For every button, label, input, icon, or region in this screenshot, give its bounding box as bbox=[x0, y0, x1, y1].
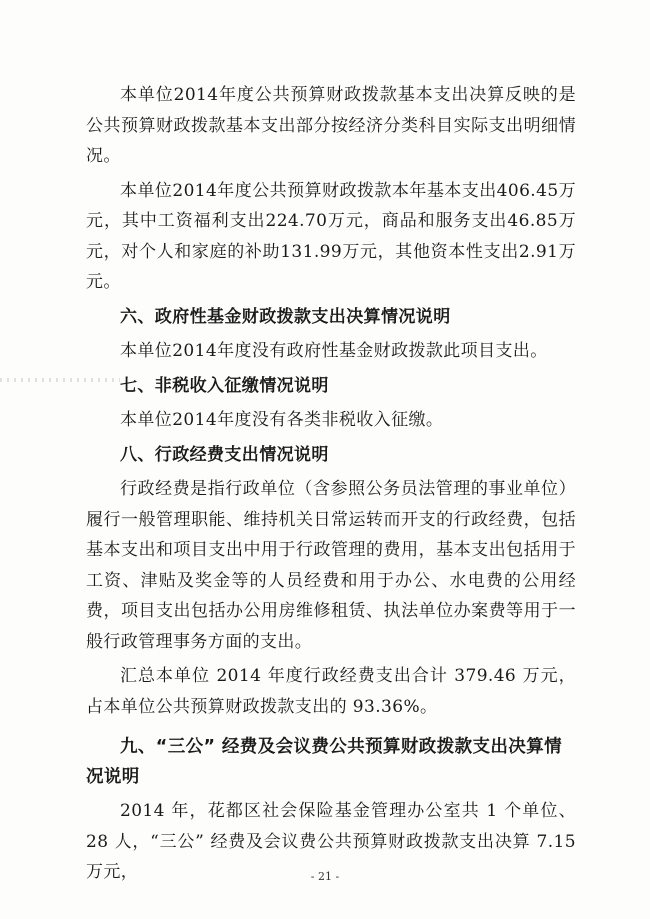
paragraph-basic-expenditure-detail: 本单位2014年度公共预算财政拨款本年基本支出406.45万元，其中工资福利支出224.70万元，商品和服务支出46.85万元，对个人和家庭的补助131.99万元，其他资本性支出2.91万元。 bbox=[86, 180, 576, 292]
paragraph-three-public-expenses: 2014 年，花都区社会保险基金管理办公室共 1 个单位、28 人，“三公” 经费及会议费公共预算财政拨款支出决算 7.15 万元， bbox=[86, 801, 576, 882]
heading-three-public-expenses: 九、“三公” 经费及会议费公共预算财政拨款支出决算情况说明 bbox=[86, 737, 562, 787]
paragraph-government-fund: 本单位2014年度没有政府性基金财政拨款此项目支出。 bbox=[120, 341, 548, 361]
paragraph-administrative-expenses-total: 汇总本单位 2014 年度行政经费支出合计 379.46 万元，占本单位公共预算财政拨款支出的 93.36%。 bbox=[86, 666, 576, 717]
heading-non-tax-revenue: 七、非税收入征缴情况说明 bbox=[120, 375, 329, 396]
heading-administrative-expenses: 八、行政经费支出情况说明 bbox=[120, 444, 329, 465]
document-body bbox=[86, 80, 576, 892]
paragraph-basic-expenditure-intro: 本单位2014年度公共预算财政拨款基本支出决算反映的是公共预算财政拨款基本支出部分按经济分类科目实际支出明细情况。 bbox=[86, 85, 576, 166]
page-number: - 21 - bbox=[310, 870, 340, 883]
paragraph-non-tax-revenue: 本单位2014年度没有各类非税收入征缴。 bbox=[120, 410, 444, 430]
heading-government-fund: 六、政府性基金财政拨款支出决算情况说明 bbox=[120, 306, 451, 327]
paragraph-administrative-expenses-definition: 行政经费是指行政单位（含参照公务员法管理的事业单位）履行一般管理职能、维持机关日常运转而开支的行政经费，包括基本支出和项目支出中用于行政管理的费用，基本支出包括用于工资、津贴及奖金等的人员经费和用于办公、水电费的公用经费，项目支出包括办公用房维修租赁、执法单位办案费等用于一般行政管理事务方面的支出。 bbox=[86, 479, 576, 652]
